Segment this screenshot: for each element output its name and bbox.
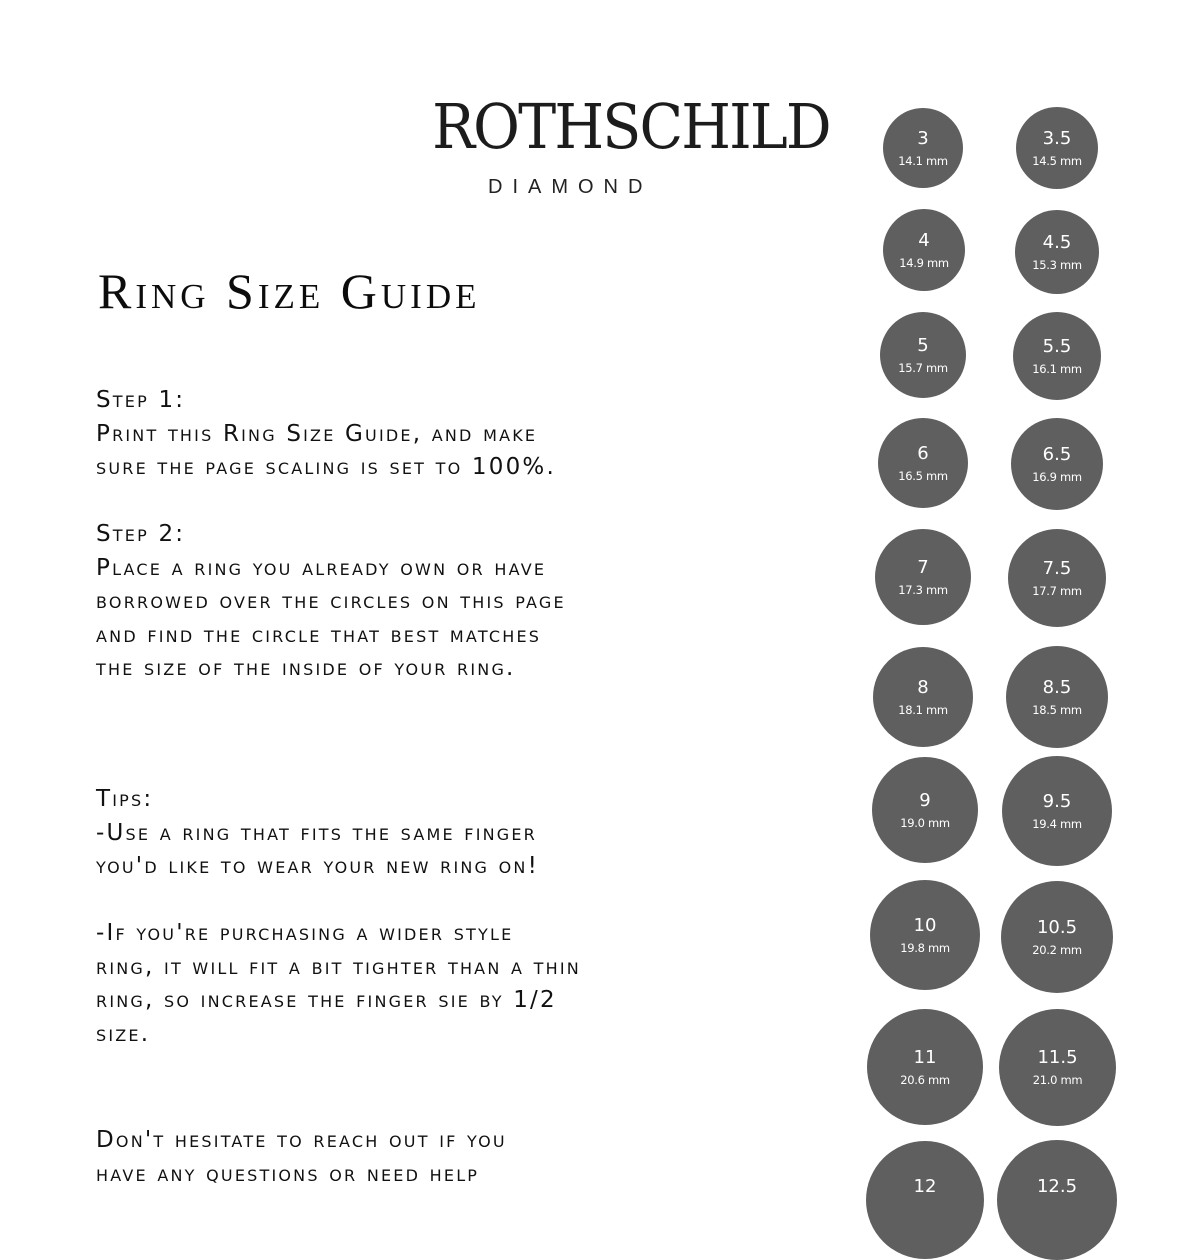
step-1-line: sure the page scaling is set to 100%. [96, 454, 557, 480]
step-1 [96, 384, 556, 485]
tip-line: ring, it will fit a bit tighter than a thin [96, 953, 581, 980]
ring-size: 8.5 [1042, 676, 1072, 698]
tips-heading: Tips: [96, 786, 154, 812]
tip-line: -If you're purchasing a wider style [96, 920, 514, 946]
ring-circle [878, 418, 968, 508]
ring-size: 5 [917, 334, 929, 356]
logo-subtitle: DIAMOND [488, 176, 653, 198]
tips [96, 783, 539, 884]
ring-circle [1006, 646, 1108, 748]
ring-size: 3 [917, 127, 929, 149]
ring-circle [1011, 418, 1103, 510]
ring-diameter: 16.9 mm [1032, 469, 1082, 484]
ring-size: 12.5 [1036, 1176, 1078, 1197]
step-2-line: Place a ring you already own or have [96, 554, 547, 581]
ring-circle [870, 880, 980, 990]
ring-diameter: 18.5 mm [1032, 702, 1082, 717]
ring-diameter: 16.1 mm [1032, 361, 1082, 376]
ring-diameter: 17.7 mm [1032, 583, 1082, 598]
ring-circle [873, 647, 973, 747]
ring-size: 6.5 [1042, 443, 1072, 465]
step-1-line: Print this Ring Size Guide, and make [96, 420, 538, 447]
ring-circle [1001, 881, 1113, 993]
ring-circle [880, 312, 966, 398]
ring-diameter: 20.6 mm [900, 1072, 950, 1087]
ring-diameter: 15.7 mm [898, 360, 948, 375]
ring-diameter: 14.1 mm [898, 153, 948, 168]
ring-circle [999, 1009, 1116, 1126]
ring-circle [875, 529, 971, 625]
ring-circle [866, 1141, 984, 1259]
contact-note [96, 1124, 507, 1191]
step-2-line: and find the circle that best matches [96, 621, 542, 648]
tip-line: -Use a ring that fits the same finger [96, 819, 538, 846]
contact-line: have any questions or need help [96, 1160, 480, 1187]
ring-size: 10.5 [1036, 916, 1078, 938]
ring-size: 11.5 [1037, 1047, 1078, 1068]
step-1-heading: Step 1: [96, 387, 186, 413]
tip-line: ring, so increase the finger sie by 1/2 [96, 987, 557, 1013]
ring-diameter: 20.2 mm [1032, 942, 1082, 957]
ring-circle [1015, 210, 1099, 294]
contact-line: Don't hesitate to reach out if you [96, 1127, 507, 1153]
brand-logo [418, 90, 830, 199]
ring-size: 9.5 [1042, 790, 1072, 812]
ring-circle [1002, 756, 1112, 866]
ring-circle [867, 1009, 983, 1125]
ring-diameter: 19.8 mm [900, 940, 950, 955]
ring-diameter: 19.0 mm [900, 815, 950, 830]
ring-diameter: 17.3 mm [898, 582, 948, 597]
ring-diameter: 18.1 mm [898, 702, 948, 717]
ring-circle [997, 1140, 1117, 1260]
logo-wordmark: ROTHSCHILD [432, 90, 830, 163]
step-2-heading: Step 2: [96, 521, 186, 547]
ring-circle [1008, 529, 1106, 627]
ring-circle [1016, 107, 1098, 189]
ring-diameter: 15.3 mm [1032, 257, 1082, 272]
ring-size: 11 [913, 1046, 937, 1068]
ring-diameter: 16.5 mm [898, 468, 948, 483]
ring-size: 8 [917, 676, 929, 698]
ring-diameter: 19.4 mm [1032, 816, 1082, 831]
tip-2 [96, 917, 581, 1051]
step-2-line: borrowed over the circles on this page [96, 588, 566, 614]
ring-diameter: 14.5 mm [1032, 153, 1082, 168]
ring-circle [1013, 312, 1101, 400]
step-2 [96, 518, 566, 686]
ring-circle [883, 108, 963, 188]
ring-diameter: 14.9 mm [899, 255, 949, 270]
ring-circle [872, 757, 978, 863]
ring-size: 12 [913, 1176, 937, 1197]
ring-size: 7.5 [1042, 557, 1072, 579]
ring-size: 4 [918, 229, 930, 251]
ring-size: 5.5 [1042, 335, 1072, 357]
ring-size: 10 [913, 914, 937, 936]
ring-size: 6 [917, 442, 929, 464]
ring-size: 9 [919, 789, 931, 811]
ring-size: 4.5 [1042, 231, 1072, 253]
tip-line: you'd like to wear your new ring on! [96, 853, 540, 879]
ring-circle [883, 209, 965, 291]
page-title: Ring Size Guide [98, 263, 481, 319]
ring-size: 7 [917, 556, 929, 578]
step-2-line: the size of the inside of your ring. [96, 655, 516, 681]
tip-line: size. [96, 1020, 151, 1047]
ring-size: 3.5 [1042, 127, 1072, 149]
ring-diameter: 21.0 mm [1032, 1073, 1083, 1087]
